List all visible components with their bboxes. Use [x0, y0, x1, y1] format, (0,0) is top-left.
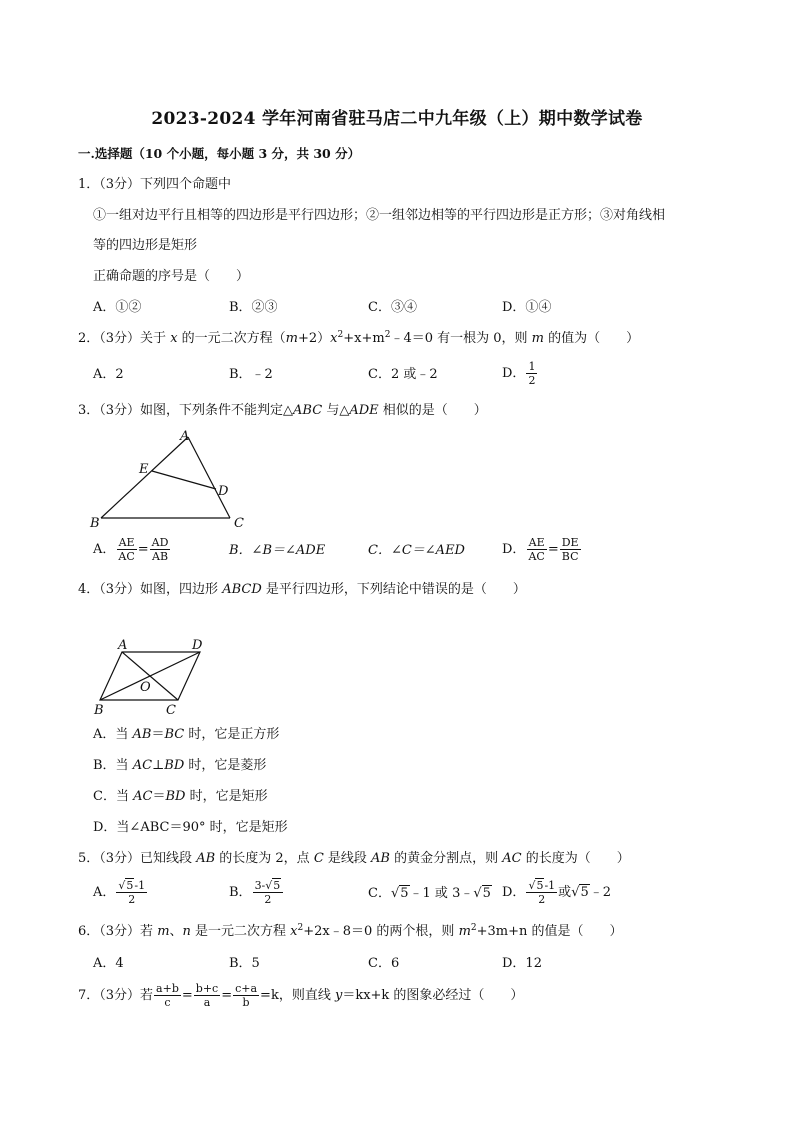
vertex-label-a: A: [118, 638, 128, 653]
question-2-option-c[interactable]: C．2 或﹣2: [368, 367, 438, 382]
section-heading: 一.选择题（10 个小题，每小题 3 分，共 30 分）: [78, 146, 361, 161]
question-4-option-a[interactable]: A．当 AB＝BC 时，它是正方形: [93, 727, 280, 742]
vertex-label-a: A: [180, 429, 190, 444]
question-2-option-d[interactable]: D． $\frac{1}{2}$: [502, 360, 536, 387]
question-2-stem: 2．（3分）关于 x 的一元二次方程$(m+2)x^2+x+m^2﹣4=0$ 有一根为 0，则 m 的值为（ ）: [78, 330, 640, 346]
question-3-option-b[interactable]: B．∠B＝∠ADE: [229, 543, 326, 558]
question-7-stem: 7．（3分）若 $\frac{a+b}{c}$ = $\frac{b+c}{a}$ = $\frac{c+a}{b}$ =k，则直线 y＝kx+k 的图象必经过（ ）: [78, 982, 524, 1009]
question-4-option-d[interactable]: D．当∠ABC＝90° 时，它是矩形: [93, 820, 288, 835]
parallelogram-figure: [88, 632, 218, 717]
question-1-stem: 1．（3分）下列四个命题中: [78, 177, 232, 192]
question-4-option-c[interactable]: C．当 AC＝BD 时，它是矩形: [93, 789, 268, 804]
question-5-option-c[interactable]: C．√5﹣1 或 3﹣√5: [368, 886, 491, 901]
triangle-figure: [88, 425, 258, 535]
question-3-option-d[interactable]: D． $\frac{AE}{AC}$ = $\frac{DE}{BC}$: [502, 536, 579, 563]
page-title: 2023-2024 学年河南省驻马店二中九年级（上）期中数学试卷: [151, 109, 643, 129]
question-5-stem: 5．（3分）已知线段 AB 的长度为 2，点 C 是线段 AB 的黄金分割点，则 AC 的长度为（ ）: [78, 851, 630, 866]
vertex-label-d: D: [192, 638, 203, 653]
question-5-option-a[interactable]: A． $\frac{√5-1}{2}$: [93, 879, 146, 906]
question-1-option-a[interactable]: A．①②: [93, 300, 142, 315]
question-3-option-c[interactable]: C．∠C＝∠AED: [368, 543, 465, 558]
question-3-stem: 3．（3分）如图，下列条件不能判定△ABC 与△ADE 相似的是（ ）: [78, 403, 487, 418]
question-1-prompt: 正确命题的序号是（ ）: [93, 269, 250, 284]
fraction: $\frac{1}{2}$: [528, 360, 536, 387]
question-3-option-a[interactable]: A． $\frac{AE}{AC}$ = $\frac{AD}{AB}$: [93, 536, 169, 563]
question-6-option-c[interactable]: C．6: [368, 956, 400, 971]
vertex-label-e: E: [139, 462, 149, 477]
question-4-option-b[interactable]: B．当 AC⊥BD 时，它是菱形: [93, 758, 267, 773]
question-6-option-b[interactable]: B．5: [229, 956, 260, 971]
question-5-option-d[interactable]: D． $\frac{√5-1}{2}$ 或√5﹣2: [502, 879, 612, 906]
question-6-option-d[interactable]: D．12: [502, 956, 542, 971]
question-1-option-c[interactable]: C．③④: [368, 300, 417, 315]
vertex-label-d: D: [218, 484, 229, 499]
question-1-option-b[interactable]: B．②③: [229, 300, 278, 315]
vertex-label-c: C: [166, 703, 176, 717]
question-1-statement-line: ①一组对边平行且相等的四边形是平行四边形；②一组邻边相等的平行四边形是正方形；③对角线相: [93, 208, 666, 223]
question-2-option-b[interactable]: B．﹣2: [229, 367, 273, 382]
question-5-option-b[interactable]: B． $\frac{3-√5}{2}$: [229, 879, 284, 906]
question-1-option-d[interactable]: D．①④: [502, 300, 552, 315]
vertex-label-c: C: [234, 516, 244, 531]
vertex-label-b: B: [94, 703, 104, 717]
question-2-option-a[interactable]: A．2: [93, 367, 124, 382]
question-1-statement-line: 等的四边形是矩形: [93, 238, 198, 253]
vertex-label-b: B: [90, 516, 100, 531]
center-label-o: O: [140, 680, 151, 695]
side-ac: [188, 437, 230, 518]
question-4-stem: 4．（3分）如图，四边形 ABCD 是平行四边形，下列结论中错误的是（ ）: [78, 582, 526, 597]
question-6-stem: 6．（3分）若 m、n 是一元二次方程 $x^2+2x﹣8=0$ 的两个根，则 $m^2+3m+n$ 的值是（ ）: [78, 923, 623, 939]
question-6-option-a[interactable]: A．4: [93, 956, 124, 971]
